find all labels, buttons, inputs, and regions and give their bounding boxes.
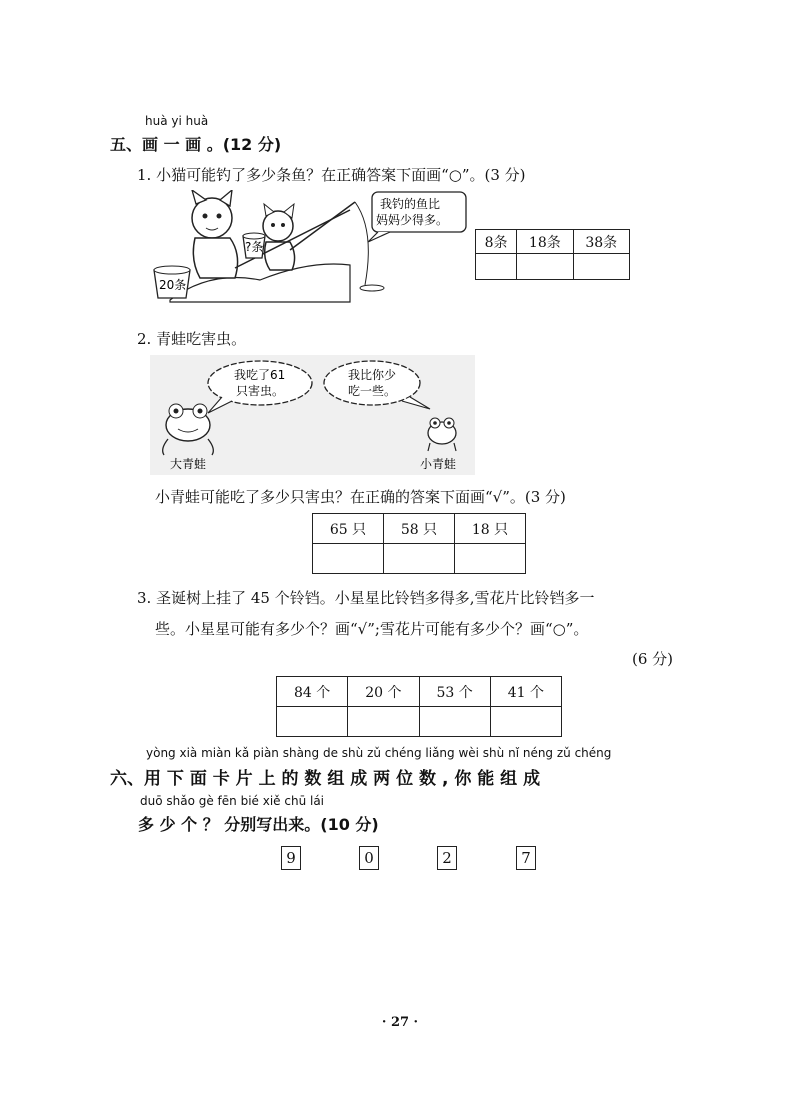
q3-line2: 些。小星星可能有多少个？画“√”;雪花片可能有多少个？画“○”。	[155, 620, 589, 638]
q1-option: 18条	[517, 230, 573, 254]
big-frog-label: 大青蛙	[170, 457, 207, 471]
q3-answer-cell[interactable]	[419, 707, 490, 737]
q3-line1: 3. 圣诞树上挂了 45 个铃铛。小星星比铃铛多得多,雪花片比铃铛多一	[137, 589, 595, 607]
cat-speech-line1: 我钓的鱼比	[380, 197, 441, 211]
small-frog-speech-line2: 吃一些。	[348, 384, 397, 398]
small-frog-speech-line1: 我比你少	[348, 368, 397, 382]
number-card: 7	[516, 846, 536, 870]
q2-text: 2. 青蛙吃害虫。	[137, 330, 247, 348]
q1-text: 1. 小猫可能钓了多少条鱼？在正确答案下面画“○”。(3 分)	[137, 166, 526, 184]
q1-answer-cell[interactable]	[517, 254, 573, 280]
number-card: 2	[437, 846, 457, 870]
q3-answer-cell[interactable]	[348, 707, 419, 737]
section6-pinyin-line1: yòng xià miàn kǎ piàn shàng de shù zǔ chéng liǎng wèi shù nǐ néng zǔ chéng	[146, 746, 612, 760]
q1-answer-cell[interactable]	[573, 254, 629, 280]
big-frog-speech-line2: 只害虫。	[236, 384, 285, 398]
section5-title: 五、画 一 画 。(12 分)	[110, 135, 282, 154]
small-bucket-label: ?条	[245, 240, 264, 254]
q3-option: 84 个	[277, 677, 348, 707]
page-number: · 27 ·	[381, 1015, 419, 1030]
q2-answer-cell[interactable]	[455, 544, 526, 574]
q1-answer-table	[475, 229, 630, 280]
section5-pinyin: huà yi huà	[145, 114, 209, 128]
fishing-rod-kitten	[290, 202, 355, 250]
section6-title-line1: 六、用 下 面 卡 片 上 的 数 组 成 两 位 数 , 你 能 组 成	[110, 769, 541, 789]
frogs-illustration	[150, 355, 475, 475]
q3-score: (6 分)	[632, 650, 674, 668]
big-bucket-label: 20条	[159, 278, 187, 292]
cat-speech-line2: 妈妈少得多。	[376, 213, 449, 227]
q3-option: 41 个	[490, 677, 561, 707]
kitten	[263, 204, 295, 270]
q3-option: 20 个	[348, 677, 419, 707]
q2-option: 58 只	[384, 514, 455, 544]
q3-answer-table	[276, 676, 562, 737]
section6-title-line2: 多 少 个 ？ 分别写出来。(10 分)	[138, 815, 379, 834]
number-card: 9	[281, 846, 301, 870]
q3-option: 53 个	[419, 677, 490, 707]
q2-question: 小青蛙可能吃了多少只害虫？在正确的答案下面画“√”。(3 分)	[155, 488, 566, 506]
q3-answer-cell[interactable]	[277, 707, 348, 737]
q1-option: 8条	[476, 230, 517, 254]
small-frog-label: 小青蛙	[420, 457, 457, 471]
q2-option: 65 只	[313, 514, 384, 544]
q2-option: 18 只	[455, 514, 526, 544]
q2-answer-cell[interactable]	[384, 544, 455, 574]
water-ripple	[360, 285, 384, 291]
number-card: 0	[359, 846, 379, 870]
section6-pinyin-line2: duō shǎo gè fēn bié xiě chū lái	[140, 794, 325, 808]
cat-fishing-illustration	[150, 190, 470, 308]
q2-answer-cell[interactable]	[313, 544, 384, 574]
mother-cat	[192, 190, 238, 278]
q3-answer-cell[interactable]	[490, 707, 561, 737]
q1-answer-cell[interactable]	[476, 254, 517, 280]
big-frog-speech-line1: 我吃了61	[234, 368, 286, 382]
q1-option: 38条	[573, 230, 629, 254]
q2-answer-table	[312, 513, 526, 574]
fishing-line	[355, 202, 368, 285]
